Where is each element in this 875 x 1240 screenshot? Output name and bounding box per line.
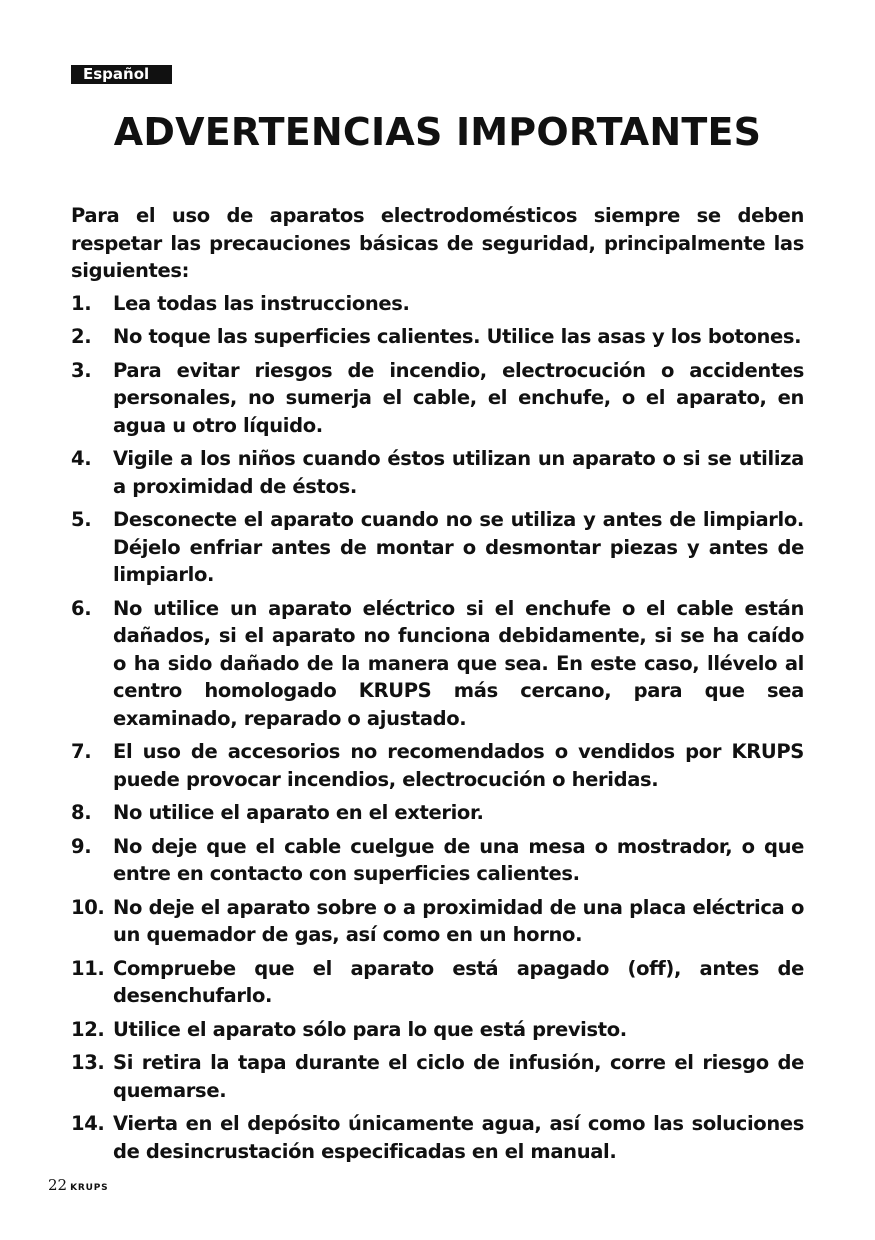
item-text: Vierta en el depósito únicamente agua, así como las soluciones de desincrustación especificadas en el manual. (113, 1112, 804, 1163)
list-item (71, 799, 804, 827)
item-text: Lea todas las instrucciones. (113, 291, 410, 315)
item-number: 3. (71, 358, 92, 382)
language-tab: Español (71, 65, 172, 84)
item-text: Vigile a los niños cuando éstos utilizan un aparato o si se utiliza a proximidad de éstos. (113, 447, 804, 498)
item-number: 12. (71, 1017, 105, 1041)
page-title: ADVERTENCIAS IMPORTANTES (113, 110, 762, 154)
item-number: 11. (71, 956, 105, 980)
item-text: Desconecte el aparato cuando no se utiliza y antes de limpiarlo. Déjelo enfriar antes de montar o desmontar piezas y antes de limpiarlo. (113, 508, 804, 586)
item-number: 7. (71, 740, 92, 763)
item-text: Si retira la tapa durante el ciclo de infusión, corre el riesgo de quemarse. (113, 1051, 804, 1102)
item-text: No deje el aparato sobre o a proximidad de una placa eléctrica o un quemador de gas, así como en un horno. (113, 895, 804, 946)
list-item (71, 1016, 804, 1044)
item-number: 8. (71, 801, 92, 824)
list-item (71, 955, 804, 1010)
warnings-list (71, 290, 804, 1166)
list-item (71, 357, 804, 440)
item-number: 4. (71, 447, 92, 470)
item-number: 2. (71, 325, 92, 348)
item-number: 9. (71, 834, 92, 858)
item-text: Para evitar riesgos de incendio, electrocución o accidentes personales, no sumerja el cable, el enchufe, o el aparato, en agua u otro líquido. (113, 358, 804, 437)
list-item (71, 506, 804, 589)
item-text: No utilice el aparato en el exterior. (113, 801, 484, 824)
intro-paragraph: Para el uso de aparatos electrodomésticos siempre se deben respetar las precauciones básicas de seguridad, principalmente las siguientes: (71, 204, 804, 282)
list-item (71, 1049, 804, 1104)
item-number: 1. (71, 291, 92, 315)
item-text: No utilice un aparato eléctrico si el enchufe o el cable están dañados, si el aparato no funciona debidamente, si se ha caído o ha sido dañado de la manera que sea. En este caso, llévelo al centro homologado KRUPS más cercano, para que sea examinado, reparado o ajustado. (113, 596, 804, 730)
item-text: No deje que el cable cuelgue de una mesa o mostrador, o que entre en contacto con superficies calientes. (113, 834, 804, 885)
item-number: 14. (71, 1112, 105, 1135)
list-item (71, 445, 804, 500)
list-item (71, 323, 804, 351)
list-item (71, 894, 804, 949)
list-item (71, 833, 804, 888)
page-footer (48, 1175, 108, 1198)
item-text: No toque las superficies calientes. Utilice las asas y los botones. (113, 325, 802, 348)
item-number: 6. (71, 596, 92, 620)
warnings-section (71, 202, 804, 1171)
item-number: 13. (71, 1051, 105, 1074)
list-item (71, 595, 804, 733)
page-number: 22 (48, 1176, 68, 1194)
item-number: 5. (71, 508, 92, 531)
list-item (71, 738, 804, 793)
list-item (71, 1110, 804, 1165)
item-text: Compruebe que el aparato está apagado (off), antes de desenchufarlo. (113, 956, 804, 1007)
brand-name: KRUPS (70, 1183, 109, 1193)
item-text: Utilice el aparato sólo para lo que está previsto. (113, 1017, 627, 1041)
list-item (71, 290, 804, 318)
item-text: El uso de accesorios no recomendados o vendidos por KRUPS puede provocar incendios, electrocución o heridas. (113, 740, 804, 791)
item-number: 10. (71, 895, 105, 919)
